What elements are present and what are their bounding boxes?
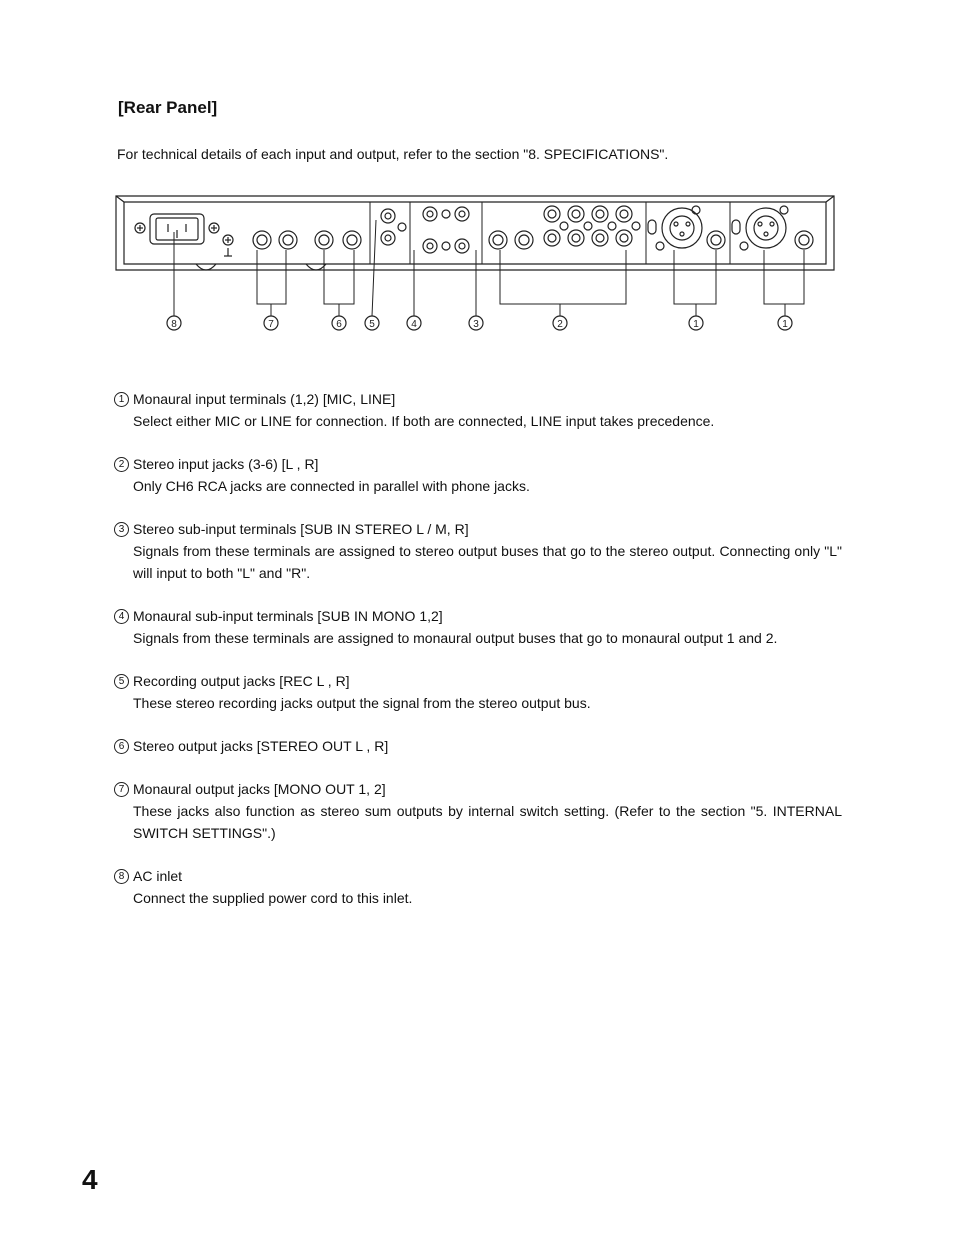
sub-in-mono-jacks bbox=[423, 207, 469, 253]
item-description: Only CH6 RCA jacks are connected in parallel with phone jacks. bbox=[133, 478, 530, 494]
ground-screw bbox=[223, 235, 233, 256]
mic-line-input-2 bbox=[732, 206, 813, 250]
item-heading-row bbox=[114, 865, 842, 887]
sub-in-stereo-jacks bbox=[489, 231, 533, 249]
mono-out-jacks bbox=[253, 231, 297, 249]
item-description: Select either MIC or LINE for connection. If both are connected, LINE input takes precedence. bbox=[133, 413, 715, 429]
circled-number: 2 bbox=[114, 457, 129, 472]
item-heading: Recording output jacks [REC L , R] bbox=[133, 673, 350, 689]
item-heading-row bbox=[114, 670, 842, 692]
callout-number: 5 bbox=[369, 319, 375, 330]
item-heading-row bbox=[114, 735, 842, 757]
terminal-item bbox=[114, 388, 842, 432]
item-heading: AC inlet bbox=[133, 868, 183, 884]
terminal-item bbox=[114, 453, 842, 497]
circled-number: 8 bbox=[114, 869, 129, 884]
stereo-out-jacks bbox=[315, 231, 361, 249]
terminal-description-list bbox=[114, 388, 842, 930]
callout-number: 3 bbox=[473, 319, 479, 330]
terminal-item bbox=[114, 865, 842, 909]
item-description: These stereo recording jacks output the signal from the stereo output bus. bbox=[133, 695, 591, 711]
circled-number: 7 bbox=[114, 782, 129, 797]
item-heading: Monaural output jacks [MONO OUT 1, 2] bbox=[133, 781, 386, 797]
item-heading-row bbox=[114, 453, 842, 475]
callout-number: 6 bbox=[336, 319, 342, 330]
terminal-item bbox=[114, 605, 842, 649]
item-heading-row bbox=[114, 388, 842, 410]
terminal-item bbox=[114, 778, 842, 844]
circled-number: 4 bbox=[114, 609, 129, 624]
item-heading: Stereo input jacks (3-6) [L , R] bbox=[133, 456, 319, 472]
diagram-callouts bbox=[167, 316, 792, 330]
item-heading-row bbox=[114, 518, 842, 540]
item-heading: Monaural sub-input terminals [SUB IN MONO 1,2] bbox=[133, 608, 443, 624]
item-description: Connect the supplied power cord to this inlet. bbox=[133, 890, 413, 906]
item-heading: Monaural input terminals (1,2) [MIC, LINE] bbox=[133, 391, 396, 407]
circled-number: 5 bbox=[114, 674, 129, 689]
rec-out-jacks bbox=[381, 209, 406, 245]
item-heading-row bbox=[114, 778, 842, 800]
item-description: Signals from these terminals are assigned to stereo output buses that go to the stereo output. Connecting only "L" will input to both "L" and "R". bbox=[133, 543, 842, 581]
section-title: [Rear Panel] bbox=[118, 98, 218, 117]
item-heading: Stereo sub-input terminals [SUB IN STEREO L / M, R] bbox=[133, 521, 469, 537]
callout-number: 4 bbox=[411, 319, 417, 330]
intro-text: For technical details of each input and output, refer to the section "8. SPECIFICATIONS". bbox=[117, 146, 669, 162]
item-heading: Stereo output jacks [STEREO OUT L , R] bbox=[133, 738, 389, 754]
circled-number: 1 bbox=[114, 392, 129, 407]
callout-number: 7 bbox=[268, 319, 274, 330]
callout-number: 1 bbox=[693, 319, 699, 330]
page-number: 4 bbox=[82, 1164, 98, 1195]
chassis-outline bbox=[116, 196, 834, 270]
circled-number: 6 bbox=[114, 739, 129, 754]
callout-number: 1 bbox=[782, 319, 788, 330]
stereo-input-rca-jacks bbox=[544, 206, 640, 246]
terminal-item bbox=[114, 735, 842, 757]
item-heading-row bbox=[114, 605, 842, 627]
item-description: Signals from these terminals are assigned to monaural output buses that go to monaural output 1 and 2. bbox=[133, 630, 778, 646]
ac-inlet bbox=[135, 214, 219, 244]
circled-number: 3 bbox=[114, 522, 129, 537]
terminal-item bbox=[114, 670, 842, 714]
callout-number: 2 bbox=[557, 319, 563, 330]
terminal-item bbox=[114, 518, 842, 584]
item-description: These jacks also function as stereo sum outputs by internal switch setting. (Refer to the section "5. INTERNAL SWITCH SETTINGS".) bbox=[133, 803, 842, 841]
rear-panel-diagram bbox=[110, 190, 840, 340]
callout-number: 8 bbox=[171, 319, 177, 330]
mic-line-input-1 bbox=[648, 206, 725, 250]
